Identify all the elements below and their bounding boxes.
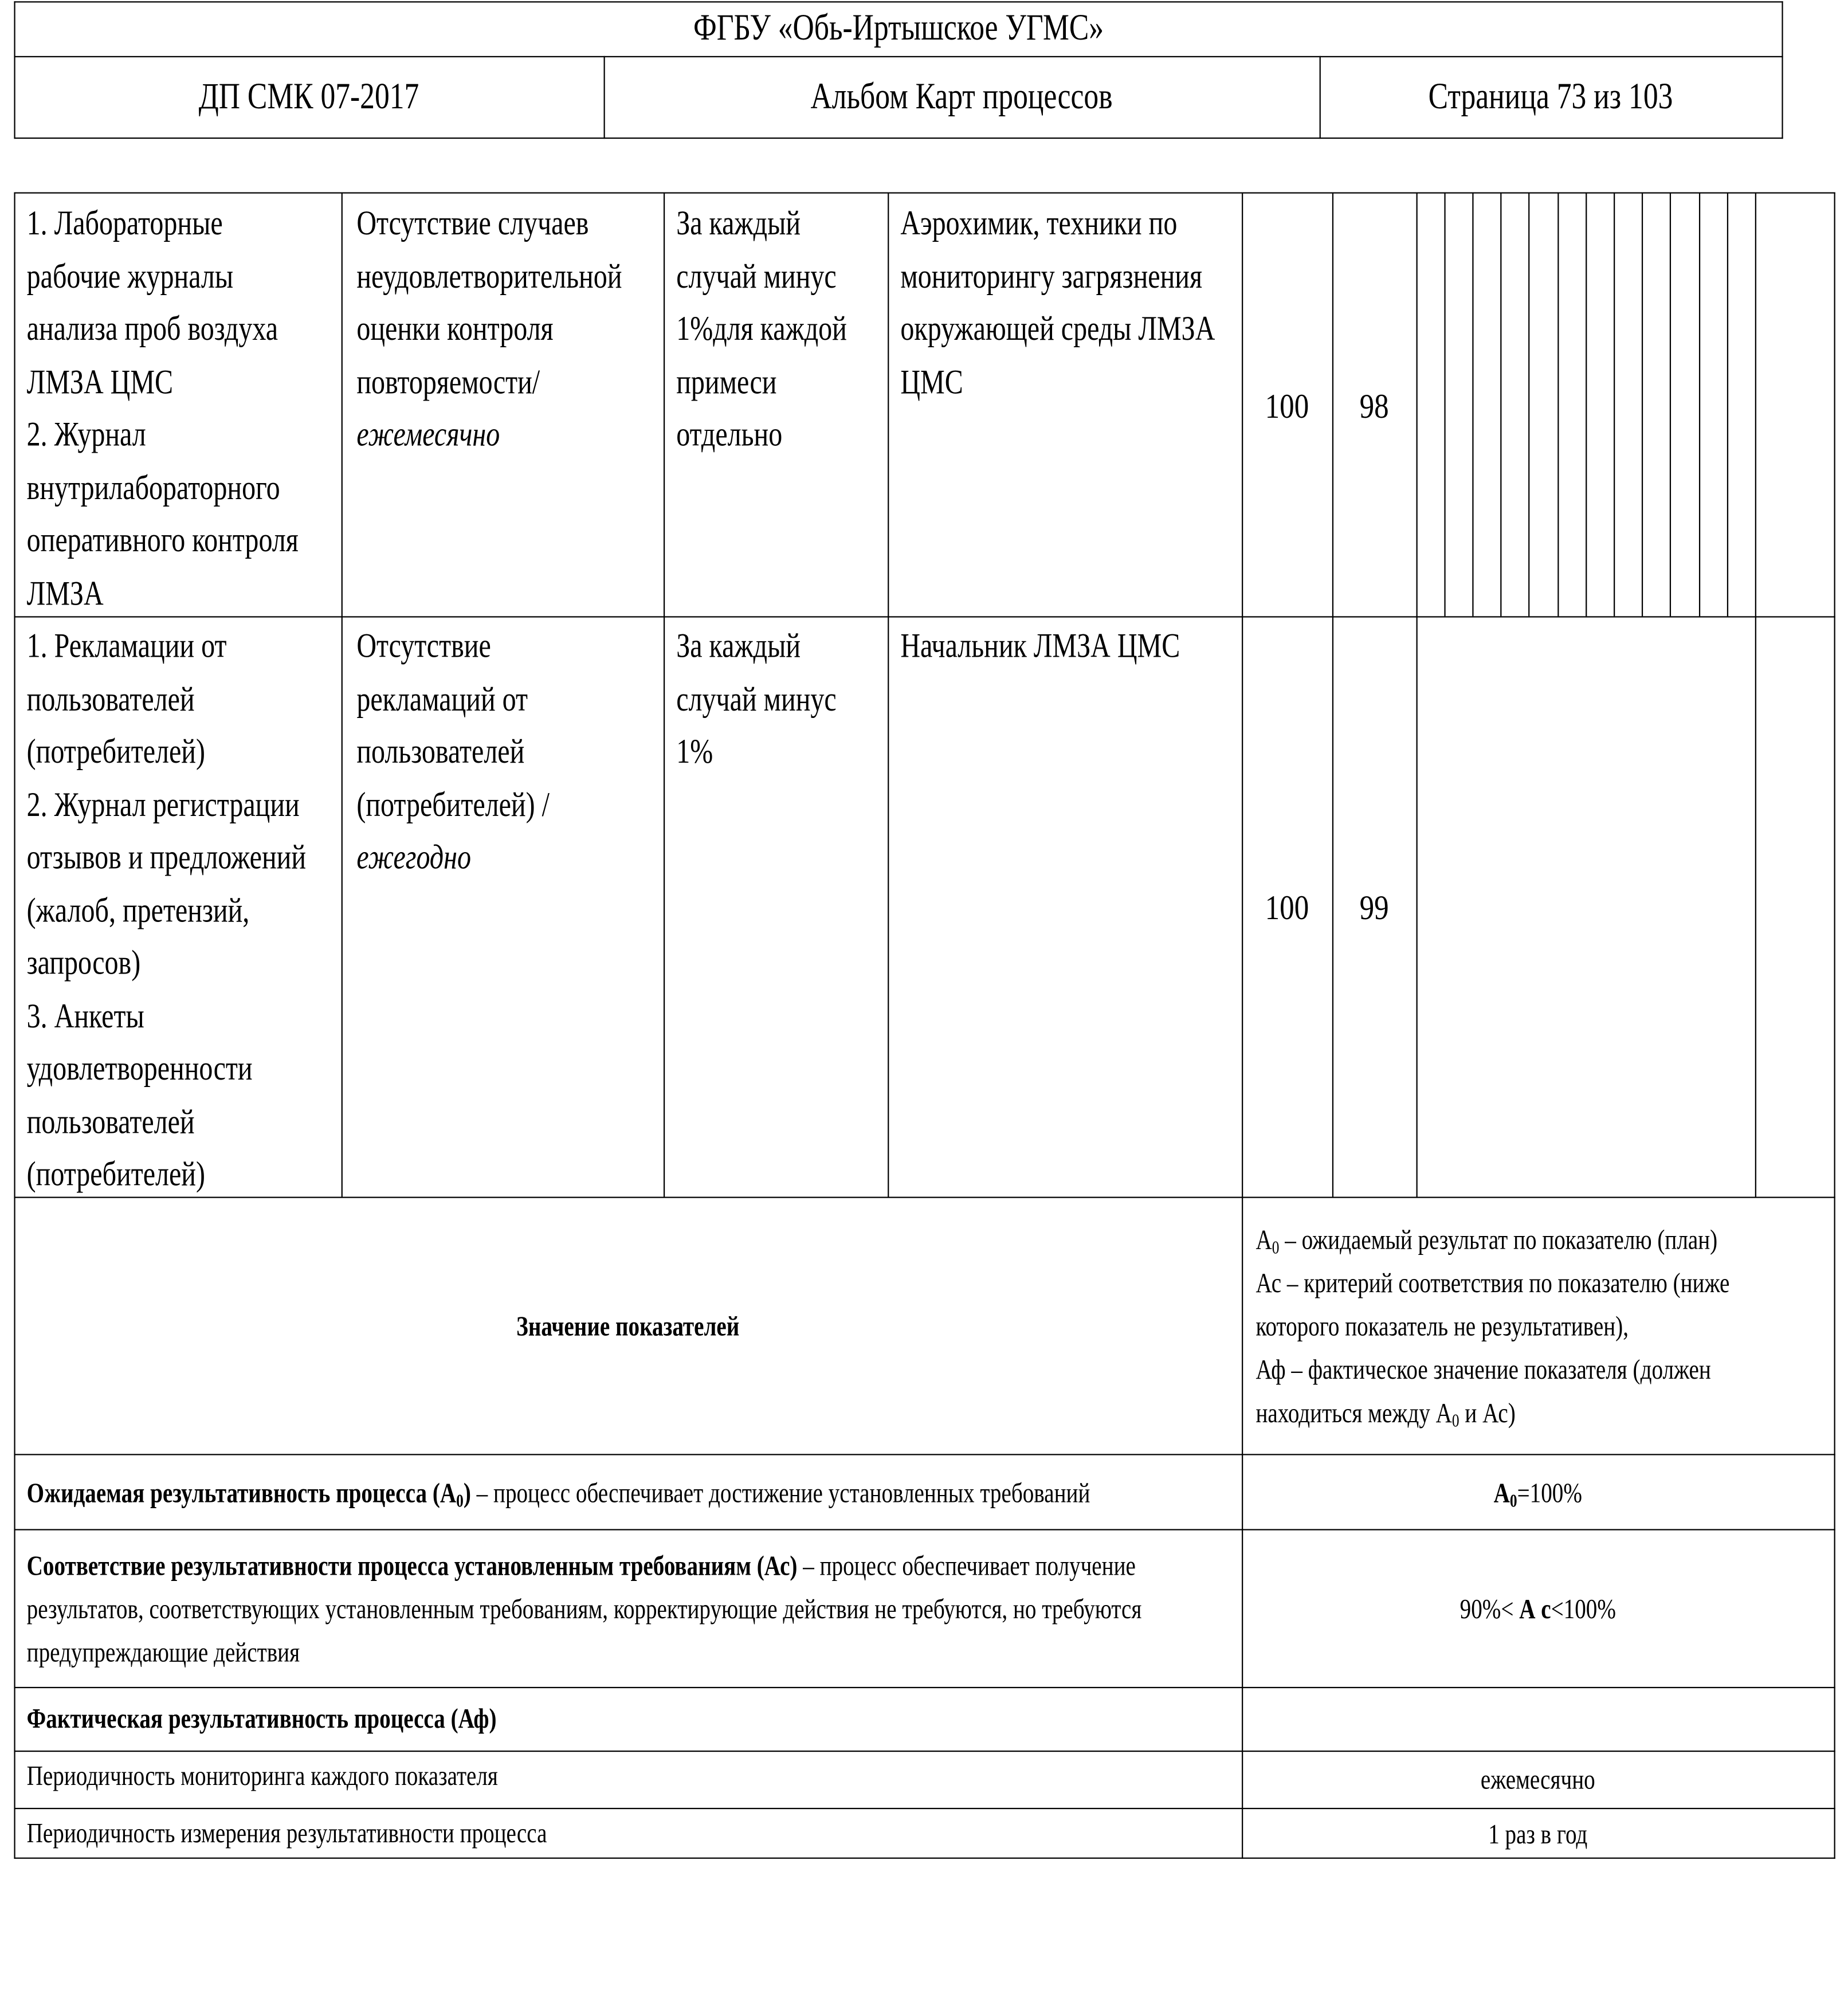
month-col-divider — [1472, 192, 1473, 616]
expected-effectiveness-value: $А_0=100\%$ — [1493, 1477, 1582, 1512]
row1-penalty: За каждый случай минус 1%для каждой примеси отдельно — [676, 203, 847, 453]
row1-plan-value: 100 — [1265, 387, 1309, 426]
row2-criterion: Отсутствие рекламаций от пользователей (потребителей) / ежегодно — [356, 626, 550, 876]
col-divider-6 — [1417, 192, 1418, 1196]
row1-source: 1. Лабораторные рабочие журналы анализа проб воздуха ЛМЗА ЦМС 2. Журнал внутрилабораторного оперативного контроля ЛМЗА — [26, 203, 299, 612]
compliance-label: Соответствие результативности процесса установленным требованиям (Ас) – процесс обеспечивает получение результатов, соответствующих установленным требованиям, корректирующие действия не требуются, но требуются предупреждающие действия — [26, 1549, 1142, 1668]
month-col-divider — [1557, 192, 1559, 616]
row2-criterion-value: 99 — [1359, 888, 1389, 927]
row-divider-7 — [14, 1808, 1835, 1809]
header-border-mid — [14, 56, 1783, 57]
month-col-divider — [1699, 192, 1700, 616]
row2-plan-value: 100 — [1265, 888, 1309, 927]
document-title: Альбом Карт процессов — [810, 76, 1113, 117]
row2-penalty: За каждый случай минус 1% — [676, 626, 837, 771]
row1-criterion: Отсутствие случаев неудовлетворительной оценки контроля повторяемости/ ежемесячно — [356, 203, 622, 453]
header-border-right — [1782, 1, 1783, 139]
organization-name: ФГБУ «Обь-Иртышское УГМС» — [693, 7, 1104, 49]
table-border-left — [14, 192, 15, 1858]
header-border-bottom — [14, 138, 1783, 139]
header-divider-1 — [604, 56, 605, 139]
row-divider-3 — [14, 1454, 1835, 1455]
col-divider-last — [1755, 192, 1756, 1196]
indicators-legend: $А_0$ – ожидаемый результат по показателю (план) Ас – критерий соответствия по показателю (ниже которого показатель не результативен), Аф – фактическое значение показателя (должен находиться между $А_0$ и Ас) — [1255, 1223, 1730, 1432]
table-border-right — [1834, 192, 1835, 1858]
col-divider-2 — [664, 192, 665, 1196]
header-border-top — [14, 1, 1783, 2]
table-border-bottom — [14, 1858, 1835, 1859]
month-col-divider — [1500, 192, 1501, 616]
table-border-top — [14, 192, 1835, 193]
document-code: ДП СМК 07-2017 — [198, 76, 419, 117]
month-col-divider — [1614, 192, 1615, 616]
actual-effectiveness-label: Фактическая результативность процесса (Аф) — [26, 1702, 497, 1735]
monitoring-period-label: Периодичность мониторинга каждого показателя — [26, 1759, 498, 1792]
col-divider-4 — [1242, 192, 1243, 1858]
col-divider-3 — [888, 192, 889, 1196]
indicators-title: Значение показателей — [516, 1310, 740, 1342]
expected-effectiveness-label: Ожидаемая результативность процесса $(А_0)$ – процесс обеспечивает достижение установленных требований — [26, 1477, 1090, 1512]
row-divider-5 — [14, 1687, 1835, 1688]
month-col-divider — [1528, 192, 1529, 616]
month-col-divider — [1444, 192, 1445, 616]
month-col-divider — [1727, 192, 1728, 616]
col-divider-5 — [1332, 192, 1333, 1196]
page-number: Страница 73 из 103 — [1428, 76, 1673, 117]
row1-criterion-value: 98 — [1359, 387, 1389, 426]
measurement-period-label: Периодичность измерения результативности процесса — [26, 1816, 547, 1849]
row2-responsible: Начальник ЛМЗА ЦМС — [900, 626, 1180, 665]
header-divider-2 — [1320, 56, 1321, 139]
measurement-period-value: 1 раз в год — [1488, 1818, 1588, 1850]
month-col-divider — [1642, 192, 1643, 616]
compliance-value: 90%< А с<100% — [1459, 1592, 1616, 1625]
row2-source: 1. Рекламации от пользователей (потребителей) 2. Журнал регистрации отзывов и предложений (жалоб, претензий, запросов) 3. Анкеты удовлетворенности пользователей (потребителей) — [26, 626, 307, 1193]
col-divider-1 — [342, 192, 343, 1196]
monitoring-period-value: ежемесячно — [1480, 1763, 1595, 1795]
month-col-divider — [1670, 192, 1671, 616]
row-divider-6 — [14, 1751, 1835, 1752]
header-border-left — [14, 1, 15, 139]
month-col-divider — [1586, 192, 1587, 616]
row-divider-4 — [14, 1529, 1835, 1530]
row1-responsible: Аэрохимик, техники по мониторингу загрязнения окружающей среды ЛМЗА ЦМС — [900, 203, 1215, 401]
